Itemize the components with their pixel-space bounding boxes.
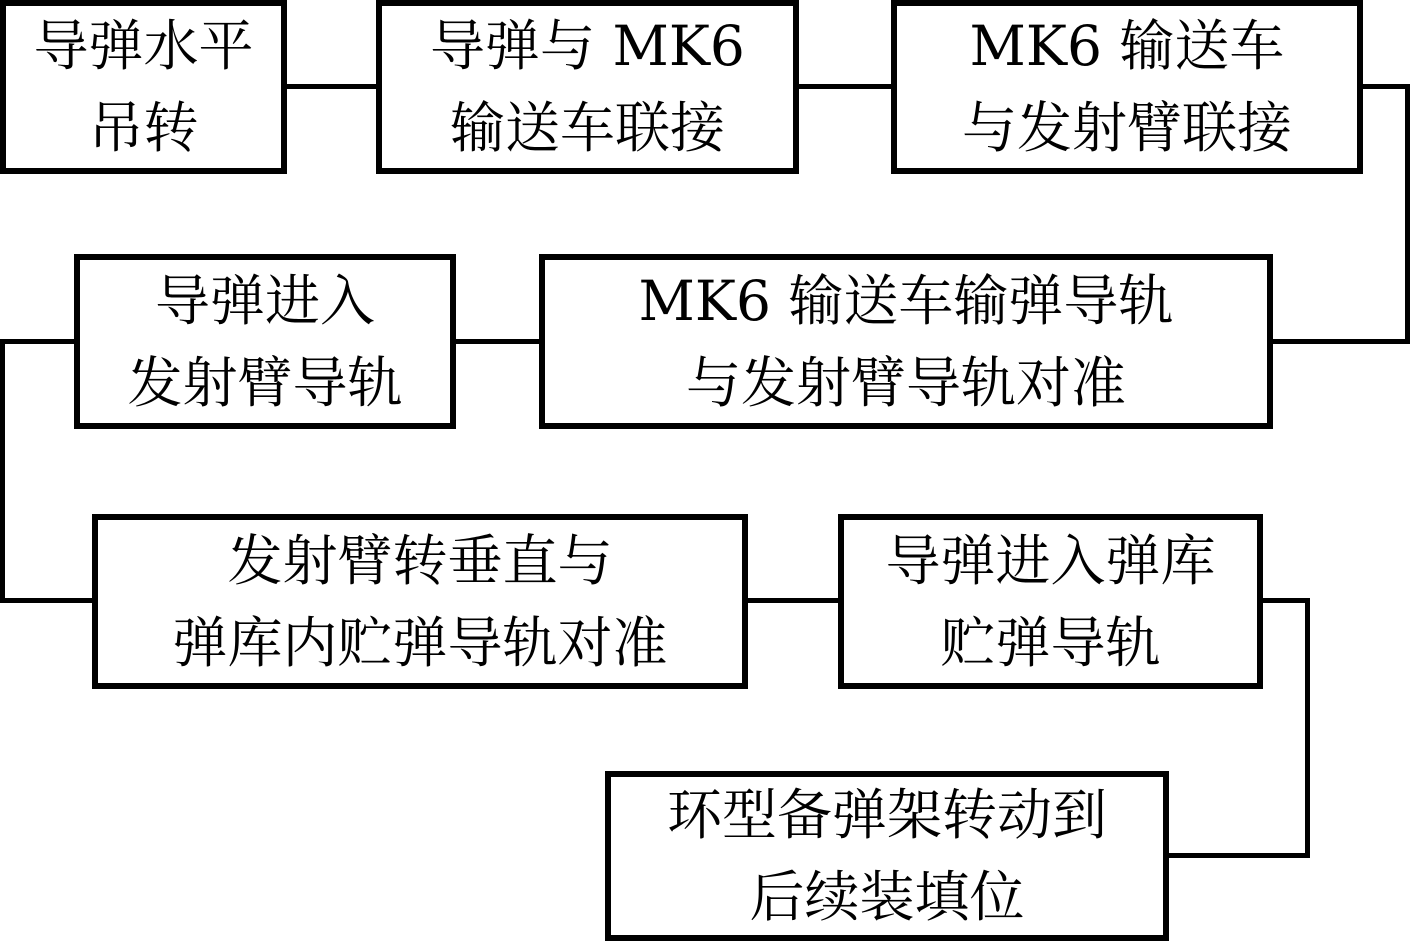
node-text-line: 导弹进入弹库 [885, 528, 1216, 593]
node-text-line: 吊转 [88, 96, 199, 160]
node-text-line: 导弹水平 [33, 14, 254, 78]
edge-arm-connect-to-rail-align-seg-3 [1273, 339, 1410, 344]
node-text-line: 后续装填位 [749, 865, 1025, 929]
node-ring-rack-rotate-next-load-position [605, 771, 1169, 941]
edge-enter-magazine-to-ring-seg-2 [1305, 598, 1310, 858]
node-launch-arm-vertical-align-magazine-rail [92, 514, 748, 689]
edge-cart-connect-to-arm-connect [799, 84, 891, 89]
edge-enter-arm-rail-to-vertical-seg-3 [0, 598, 92, 603]
node-text-line: 导弹进入 [154, 268, 375, 333]
node-text-line: 与发射臂联接 [961, 96, 1292, 160]
edge-enter-magazine-to-ring-seg-3 [1169, 853, 1310, 858]
node-text-line: 贮弹导轨 [940, 610, 1161, 675]
node-text-line: 弹库内贮弹导轨对准 [172, 610, 668, 675]
node-missile-horizontal-hoist [0, 0, 287, 174]
node-text-line: 发射臂转垂直与 [227, 528, 613, 593]
node-text-line: 导弹与 MK6 [430, 14, 745, 78]
node-text-line: 与发射臂导轨对准 [685, 350, 1126, 415]
edge-arm-connect-to-rail-align-seg-1 [1363, 84, 1410, 89]
edge-enter-magazine-to-ring-seg-1 [1263, 598, 1310, 603]
node-text-line: 输送车联接 [449, 96, 725, 160]
node-text-line: 发射臂导轨 [127, 350, 403, 415]
edge-enter-arm-rail-to-vertical-seg-2 [0, 339, 5, 603]
node-text-line: MK6 输送车 [969, 14, 1285, 78]
node-mk6-rail-align-launch-arm-rail [539, 254, 1273, 429]
edge-arm-connect-to-rail-align-seg-2 [1405, 84, 1410, 344]
node-text-line: 环型备弹架转动到 [666, 783, 1107, 847]
node-mk6-cart-launch-arm-connect [891, 0, 1363, 174]
edge-enter-arm-rail-to-vertical-seg-1 [0, 339, 74, 344]
node-missile-enter-launch-arm-rail [74, 254, 456, 429]
node-text-line: MK6 输送车输弹导轨 [638, 268, 1174, 333]
node-missile-mk6-cart-connect [376, 0, 799, 174]
edge-rail-align-to-enter-arm-rail [456, 339, 539, 344]
node-missile-enter-magazine-storage-rail [838, 514, 1263, 689]
edge-vertical-to-enter-magazine [748, 598, 838, 603]
edge-hoist-to-cart-connect [287, 84, 376, 89]
